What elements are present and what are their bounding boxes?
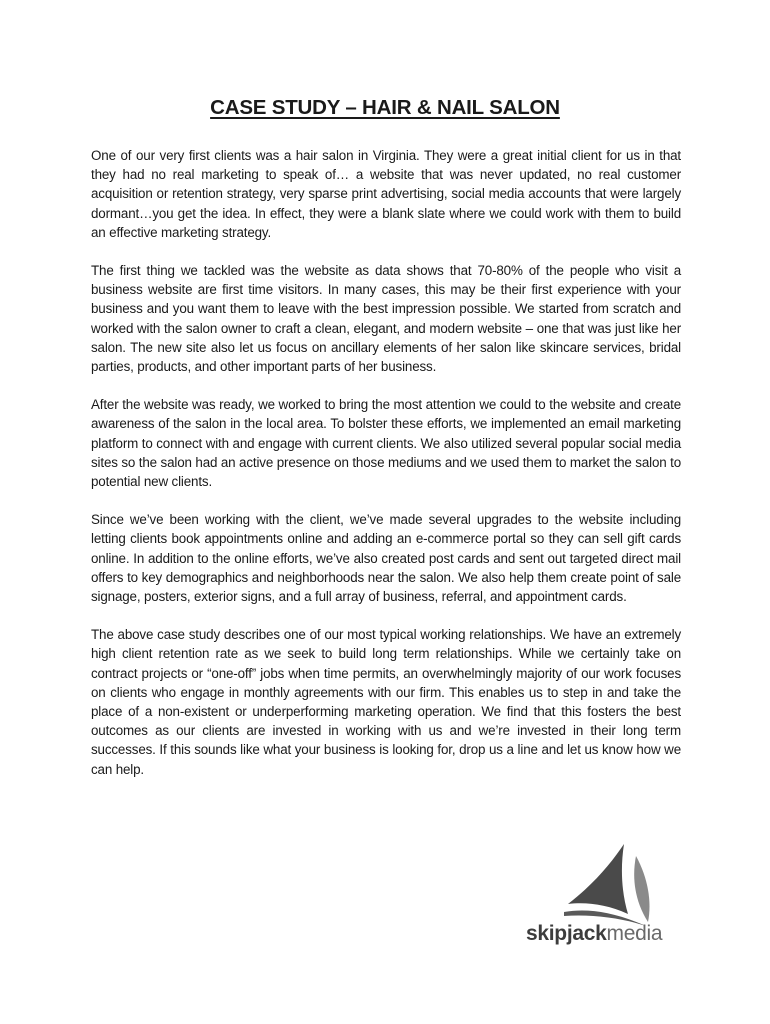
company-logo [524, 842, 674, 952]
page-title: CASE STUDY – HAIR & NAIL SALON [210, 96, 560, 119]
paragraph-2: The first thing we tackled was the website as data shows that 70-80% of the people who visit a business website are first time visitors. In many cases, this may be their first experience with your business and you want them to leave with the best impression possible. We started from scratch and worked with the salon owner to craft a clean, elegant, and modern website – one that was just like her salon. The new site also let us focus on ancillary elements of her salon like skincare services, bridal parties, products, and other important parts of her business. [91, 263, 681, 375]
logo-wordmark [526, 922, 662, 946]
paragraph-4: Since we’ve been working with the client, we’ve made several upgrades to the website including letting clients book appointments online and adding an e-commerce portal so they can sell gift cards online. In addition to the online efforts, we’ve also created post cards and sent out targeted direct mail offers to key demographics and neighborhoods near the salon. We also help them create point of sale signage, posters, exterior signs, and a full array of business, referral, and appointment cards. [91, 512, 681, 605]
paragraph-5: The above case study describes one of our most typical working relationships. We have an extremely high client retention rate as we seek to build long term relationships. While we certainly take on contract projects or “one-off” jobs when time permits, an overwhelmingly majority of our work focuses on clients who engage in monthly agreements with our firm. This enables us to step in and take the place of a non-existent or underperforming marketing operation. We find that this fosters the best outcomes as our clients are invested in working with us and we’re invested in their long term successes. If this sounds like what your business is looking for, drop us a line and let us know how we can help. [91, 627, 681, 777]
paragraph-3: After the website was ready, we worked to bring the most attention we could to the website and create awareness of the salon in the local area. To bolster these efforts, we implemented an email marketing platform to connect with and engage with current clients. We also utilized several popular social media sites so the salon had an active presence on those mediums and we used them to market the salon to potential new clients. [91, 397, 681, 490]
logo-wordmark-light: media [606, 922, 663, 945]
sailboat-icon [562, 842, 662, 927]
document-body [91, 146, 681, 798]
paragraph-1: One of our very first clients was a hair salon in Virginia. They were a great initial client for us in that they had no real marketing to speak of… a website that was never updated, no real customer acquisition or retention strategy, very sparse print advertising, social media accounts that were largely dormant…you get the idea. In effect, they were a blank slate where we could work with them to build an effective marketing strategy. [91, 148, 681, 240]
logo-wordmark-bold: skipjack [526, 922, 607, 945]
